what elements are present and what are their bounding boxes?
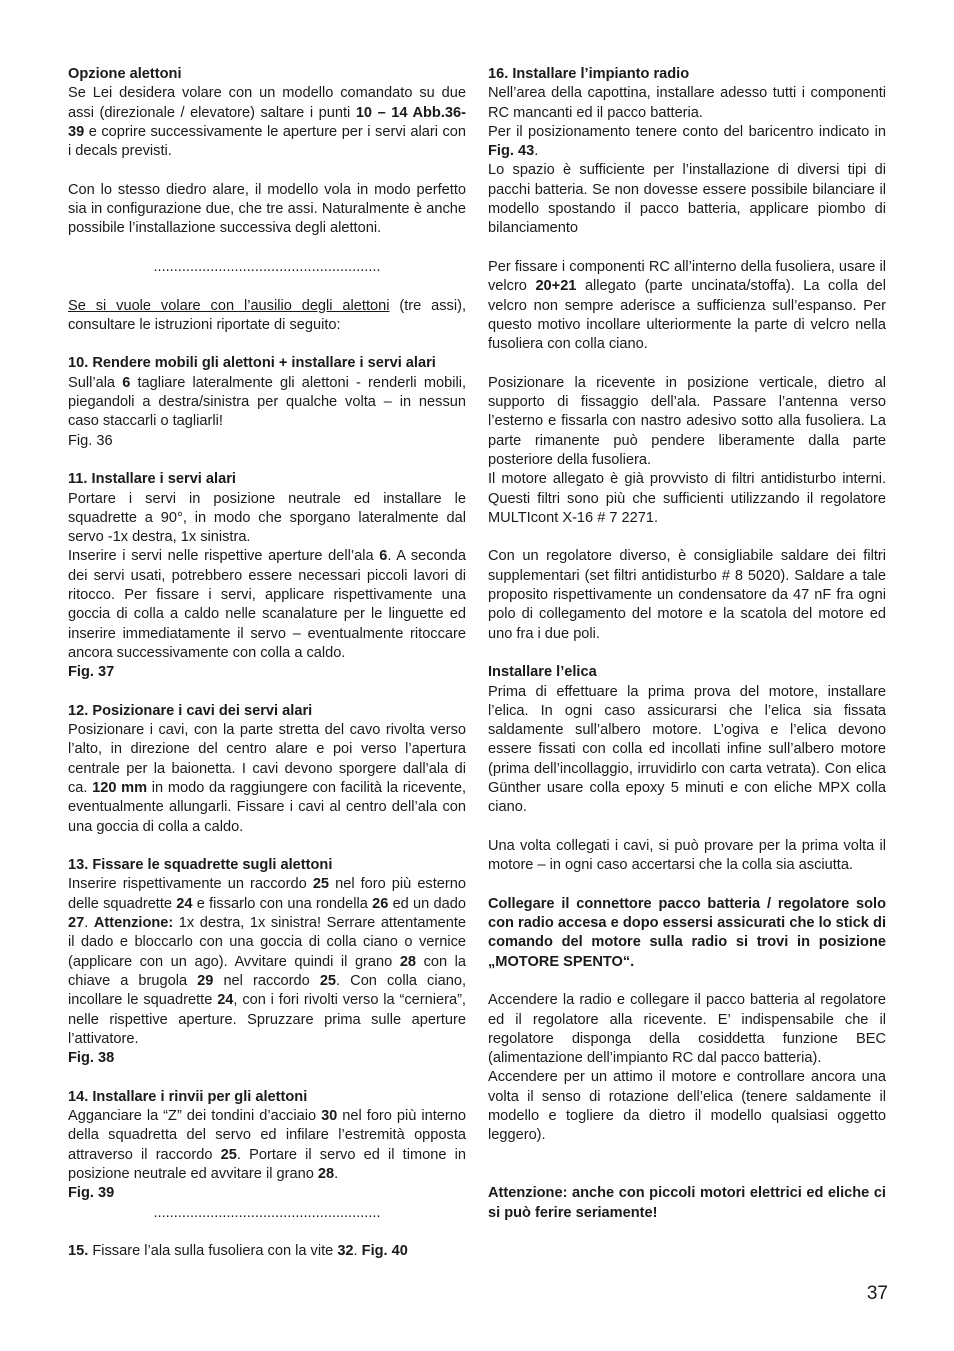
paragraph-12 xyxy=(68,721,466,837)
paragraph-16-2 xyxy=(488,123,886,162)
text-span: tagliare lateralmente gli alettoni - renderli mobili, piegandoli a destra/sinistra per qualche volta – in nessun caso staccarli o tagliarli! xyxy=(68,374,466,430)
text-span: (tre assi), consultare le istruzioni riportate di seguito: xyxy=(68,297,467,333)
dotted-separator: ........................................................ xyxy=(153,258,381,275)
section-title-16: 16. Installare l’impianto radio xyxy=(488,66,690,82)
dotted-separator: ........................................................ xyxy=(153,1204,381,1221)
bold-ref: 6 xyxy=(122,374,131,391)
text-span: e fissarlo con una rondella xyxy=(192,895,373,912)
text-span: Inserire i servi nelle rispettive aperture dell’ala xyxy=(68,548,380,565)
paragraph-regolatore: Con un regolatore diverso, è consigliabile saldare dei filtri supplementari (set filtri antidisturbo # 8 5020). Saldare a tale proposito rispettivamente un condensatore da 47 nF fra ogni polo di collegamento del motore e la scatola del motore ed uno fra i due poli. xyxy=(488,548,886,642)
text-span: . Portare il servo ed il timone in posizione neutrale ed avvitare il grano xyxy=(68,1146,466,1182)
text-span: . xyxy=(353,1243,362,1260)
text-span: Posizionare i cavi, con la parte stretta del cavo rivolta verso l’alto, in direzione del centro alare e poi verso l’apertura centrale per la baionetta. I cavi devono sporgere dall’ala di ca. xyxy=(68,722,466,796)
fig-ref-37: Fig. 37 xyxy=(68,664,115,681)
bold-ref: 24 xyxy=(176,895,193,912)
bold-ref: 120 mm xyxy=(92,779,148,796)
paragraph-ausilio xyxy=(68,297,466,336)
bold-ref: 15. xyxy=(68,1243,89,1260)
section-title-12: 12. Posizionare i cavi dei servi alari xyxy=(68,702,313,719)
right-column xyxy=(488,65,886,1223)
underlined-text: Se si vuole volare con l’ausilio degli alettoni xyxy=(68,297,390,314)
bold-ref: 25 xyxy=(312,876,330,893)
bold-ref: 29 xyxy=(197,972,214,989)
bold-ref: 25 xyxy=(220,1146,237,1163)
fig-ref-36: Fig. 36 xyxy=(68,432,113,449)
fig-ref-39: Fig. 39 xyxy=(68,1185,115,1202)
text-span: in modo da raggiungere con facilità la ricevente, eventualmente allungarli. Fissare i cavi al centro dell’ala con una goccia di colla a caldo. xyxy=(68,779,467,835)
paragraph-11-2 xyxy=(68,547,466,663)
paragraph-accendere-2: Accendere per un attimo il motore e controllare ancora una volta il senso di rotazione dell’elica (tenere saldamente il modello e togliere da dietro il modello qualsiasi oggetto leggero). xyxy=(488,1069,886,1144)
text-span: . Con colla ciano, incollare le squadrette xyxy=(68,972,466,1009)
bold-ref: Fig. 40 xyxy=(361,1243,408,1260)
text-span: Fissare l’ala sulla fusoliera con la vite xyxy=(88,1243,338,1260)
paragraph-elica: Prima di effettuare la prima prova del motore, installare l’elica. In ogni caso assicurarsi che l’elica sia fissata saldamente sull’albero motore. L’ogiva e l’elica devono essere fissati con colla ed incollati infine sull’albero motore (prima dell’incollaggio, irruvidirlo con carta vetrata). Con elica Günther usare colla epoxy 5 minuti e con eliche MPX colla ciano. xyxy=(488,683,886,816)
text-span: Sull’ala xyxy=(68,374,123,391)
paragraph-16-3: Lo spazio è sufficiente per l’installazione di diversi tipi di pacchi batteria. Se non dovesse essere possibile bilanciare il modello spostando il pacco batteria, applicare piombo di bilanciamento xyxy=(488,162,886,237)
paragraph-16-1: Nell’area della capottina, installare adesso tutti i componenti RC mancanti ed il pacco batteria. xyxy=(488,85,886,121)
paragraph-11-1: Portare i servi in posizione neutrale ed installare le squadrette a 90°, in modo che sporgano lateralmente dal servo -1x destra, 1x sinistra. xyxy=(68,490,466,546)
bold-ref: 6 xyxy=(379,548,388,565)
text-span: , con i fori rivolti verso la “cerniera”, nelle rispettive aperture. Spruzzare prima sulle aperture l’attivatore. xyxy=(68,992,466,1047)
paragraph-opzione-1 xyxy=(68,84,466,161)
text-span: e coprire successivamente le aperture per i servi alari con i decals previsti. xyxy=(68,123,466,160)
text-span: . A seconda dei servi usati, potrebbero essere necessari piccoli lavori di ritocco. Per fissare i servi, applicare rispettivamente una goccia di colla a caldo nelle scanalature per le linguette ed inserire immediatamente il servo – eventualmente ritoccare ancora successivamente con colla a caldo. xyxy=(68,548,466,661)
text-span: 1x destra, 1x sinistra! Serrare attentamente il dado e bloccarlo con una goccia di colla ciano o vernice (applicare con un ago). Avvitare quindi il grano xyxy=(68,915,467,970)
section-title-14: 14. Installare i rinvii per gli alettoni xyxy=(68,1088,308,1105)
text-span: . xyxy=(334,1165,339,1182)
bold-ref: Fig. 43 xyxy=(488,143,535,160)
text-span: Se Lei desidera volare con un modello comandato su due assi (direzionale / elevatore) saltare i punti xyxy=(68,85,466,121)
text-span: con la chiave a brugola xyxy=(68,953,467,989)
bold-ref: 28 xyxy=(317,1165,335,1182)
text-span: Agganciare la “Z” dei tondini d’acciaio xyxy=(68,1108,322,1125)
text-span: allegato (parte uncinata/stoffa). La colla del velcro non sempre aderisce a sufficienza sull’espanso. Per questo motivo incollare ulteriormente la parte di velcro nella fusoliera con colla ciano. xyxy=(488,278,886,353)
bold-ref: 28 xyxy=(399,953,417,970)
section-title-10: 10. Rendere mobili gli alettoni + installare i servi alari xyxy=(68,355,436,372)
paragraph-10 xyxy=(68,374,466,432)
text-span: Per il posizionamento tenere conto del baricentro indicato in xyxy=(488,123,886,140)
text-span: nel raccordo xyxy=(213,972,320,989)
text-span: . xyxy=(534,143,539,160)
text-span: nel foro più esterno delle squadrette xyxy=(68,876,466,912)
paragraph-accendere-1: Accendere la radio e collegare il pacco batteria al regolatore ed il regolatore alla ricevente. E’ indispensabile che il regolatore disponga della cosiddetta funzione BEC (alimentazione dell’impianto RC dal pacco batteria). xyxy=(488,992,886,1067)
warning-attenzione: Attenzione: anche con piccoli motori elettrici ed eliche ci si può ferire seriamente! xyxy=(488,1185,886,1221)
text-span: Inserire rispettivamente un raccordo xyxy=(68,876,313,893)
page-number: 37 xyxy=(866,1283,888,1304)
bold-ref: 27 xyxy=(68,915,85,932)
section-title-11: 11. Installare i servi alari xyxy=(68,471,236,488)
warning-collegare: Collegare il connettore pacco batteria / regolatore solo con radio accesa e dopo essersi assicurati che lo stick di comando del motore sulla radio si trovi in posizione „MOTORE SPENTO“. xyxy=(488,895,886,970)
paragraph-ricevente-1: Posizionare la ricevente in posizione verticale, dietro al supporto di fissaggio dell’ala. Passare l’antenna verso l’esterno e fissarla con nastro adesivo sotto alla fusoliera. La parte rimanente può pendere liberamente dalla parte posteriore della fusoliera. xyxy=(488,374,886,468)
section-title-elica: Installare l’elica xyxy=(488,664,597,681)
text-span: nel foro più interno della squadretta del servo ed infilare l’estremità opposta attraverso il raccordo xyxy=(68,1108,466,1163)
paragraph-opzione-2: Con lo stesso diedro alare, il modello vola in modo perfetto sia in configurazione due, che tre assi. Naturalmente è anche possibile l’installazione successiva degli alettoni. xyxy=(68,181,466,237)
bold-ref: 30 xyxy=(321,1108,338,1125)
left-column xyxy=(68,65,466,1261)
fig-ref-38: Fig. 38 xyxy=(68,1050,115,1067)
paragraph-15 xyxy=(68,1242,466,1261)
bold-ref: 24 xyxy=(217,992,234,1009)
text-span: Per fissare i componenti RC all’interno della fusoliera, usare il velcro xyxy=(488,258,886,295)
paragraph-13 xyxy=(68,875,466,1049)
section-title-13: 13. Fissare le squadrette sugli alettoni xyxy=(68,857,333,874)
paragraph-cavi: Una volta collegati i cavi, si può provare per la prima volta il motore – in ogni caso accertarsi che la colla sia asciutta. xyxy=(488,837,886,874)
paragraph-velcro xyxy=(488,258,886,354)
text-span: ed un dado xyxy=(388,895,466,912)
bold-ref: 25 xyxy=(319,972,337,989)
bold-ref: 32 xyxy=(337,1243,354,1260)
bold-ref: 10 – 14 Abb.36-39 xyxy=(68,104,466,140)
text-span: . xyxy=(84,915,94,932)
bold-ref: Attenzione: xyxy=(93,915,174,932)
paragraph-14 xyxy=(68,1107,466,1184)
bold-ref: 20+21 xyxy=(535,278,577,295)
bold-ref: 26 xyxy=(372,895,389,912)
paragraph-ricevente-2: Il motore allegato è già provvisto di filtri antidisturbo interni. Questi filtri sono più che sufficienti utilizzando il regolatore MULTIcont X-16 # 7 2271. xyxy=(488,471,886,526)
section-title-opzione: Opzione alettoni xyxy=(68,66,182,82)
